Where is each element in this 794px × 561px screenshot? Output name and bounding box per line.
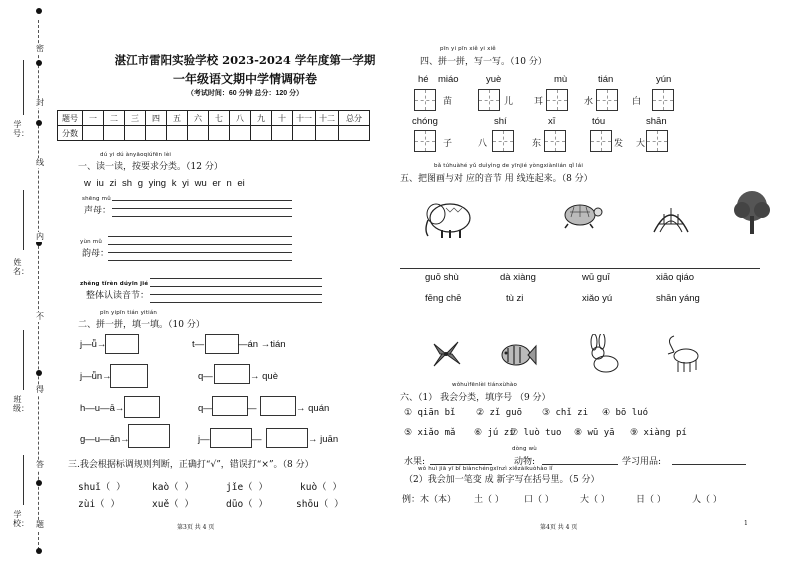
- grid-char: 苗: [443, 97, 453, 107]
- q2-row3-right: → quán: [296, 403, 330, 414]
- syllable-top[interactable]: xiāo qiáo: [656, 272, 695, 283]
- class-line[interactable]: [23, 330, 24, 390]
- seal-char: 封: [36, 98, 44, 107]
- score-cell[interactable]: [188, 126, 209, 141]
- pinyin-answer-box[interactable]: [260, 396, 296, 416]
- writing-grid[interactable]: [596, 89, 618, 111]
- zhengti-label: 整体认读音节：: [86, 291, 150, 301]
- q2-row3-left: h—u—ā→: [80, 403, 125, 414]
- windmill-icon: [426, 336, 466, 372]
- answer-line[interactable]: [112, 200, 292, 201]
- q5-title: 五、把图画与对 应的音节 用 线连起来。（8 分）: [400, 174, 593, 184]
- grid-char: 八: [478, 139, 488, 149]
- yunmu-pinyin: yùn mǔ: [80, 239, 103, 245]
- table-cell: 十: [272, 111, 293, 126]
- q2-row4-right: → juān: [308, 434, 339, 445]
- answer-line[interactable]: [150, 302, 322, 303]
- pinyin-answer-box[interactable]: [266, 428, 308, 448]
- q2-pinyin: pīn yipīn tián yitián: [100, 310, 158, 316]
- grid-char: 儿: [504, 97, 514, 107]
- writing-grid[interactable]: [492, 130, 514, 152]
- syllable-bottom[interactable]: fēng chē: [425, 293, 462, 304]
- score-cell[interactable]: [251, 126, 272, 141]
- hole-dot: [36, 480, 42, 486]
- hole-dot: [36, 60, 42, 66]
- answer-line[interactable]: [150, 278, 322, 279]
- add-stroke-item[interactable]: 日（ ）: [636, 495, 666, 505]
- score-cell[interactable]: [83, 126, 104, 141]
- char-pinyin: tián: [598, 74, 614, 85]
- fish-icon: [498, 340, 538, 370]
- add-stroke-item[interactable]: 土（ ）: [474, 495, 504, 505]
- table-cell: 六: [188, 111, 209, 126]
- class-label: 班级：: [13, 395, 29, 413]
- answer-line[interactable]: [150, 294, 322, 295]
- table-cell: 一: [83, 111, 104, 126]
- pinyin-answer-box[interactable]: [212, 396, 248, 416]
- name-line[interactable]: [23, 190, 24, 250]
- seal-char: 题: [36, 520, 44, 529]
- q4-pinyin: pīn yi pīn xiě yi xiě: [440, 46, 496, 52]
- grid-char: 水: [584, 97, 594, 107]
- score-cell[interactable]: [167, 126, 188, 141]
- yunmu-label: 韵母：: [82, 249, 110, 259]
- zhengti-pinyin: zhěng tǐrèn dúyīn jié: [80, 281, 149, 287]
- student-id-line[interactable]: [23, 60, 24, 115]
- tone-item[interactable]: kaò（ ）: [152, 482, 194, 493]
- hole-dot: [36, 120, 42, 126]
- add-stroke-item[interactable]: 人（ ）: [692, 495, 722, 505]
- writing-grid[interactable]: [414, 89, 436, 111]
- grid-char: 子: [443, 139, 453, 149]
- table-cell: 七: [209, 111, 230, 126]
- score-cell[interactable]: [316, 126, 339, 141]
- pinyin-answer-box[interactable]: [105, 334, 139, 354]
- answer-line[interactable]: [112, 216, 292, 217]
- char-pinyin: xī: [548, 116, 556, 127]
- char-pinyin: yún: [656, 74, 672, 85]
- score-table: [57, 110, 370, 141]
- char-pinyin: tóu: [592, 116, 606, 127]
- char-pinyin: mù: [554, 74, 568, 85]
- q4-title: 四、拼一拼，写一写。（10 分）: [420, 57, 547, 67]
- add-stroke-item[interactable]: 口（ ）: [524, 495, 554, 505]
- student-id-label: 学号：: [13, 120, 29, 138]
- option-item: ⑦ luò tuo: [510, 428, 562, 438]
- char-pinyin: miáo: [438, 74, 459, 85]
- score-table-score-row: [58, 126, 370, 141]
- q6-title: 六、（1） 我会分类，填序号 （9 分）: [400, 393, 551, 403]
- grid-char: 大: [636, 139, 646, 149]
- pinyin-answer-box[interactable]: [205, 334, 239, 354]
- score-cell[interactable]: [209, 126, 230, 141]
- seal-char: 内: [36, 232, 44, 241]
- answer-line[interactable]: [108, 236, 292, 237]
- section-divider: [400, 268, 760, 269]
- syllable-bottom[interactable]: xiǎo yú: [582, 293, 613, 304]
- turtle-icon: [558, 198, 604, 230]
- table-cell: 总分: [339, 111, 370, 126]
- tone-item[interactable]: xuě（ ）: [152, 499, 194, 510]
- add-stroke-item: 例：木（本）: [402, 495, 457, 505]
- stationery-answer-line[interactable]: [672, 464, 746, 465]
- page-number: 1: [744, 520, 748, 527]
- exam-info: （考试时间：60 分钟 总分：120 分）: [186, 90, 304, 97]
- option-item: ④ bō luó: [602, 408, 648, 418]
- seal-char: 不: [36, 312, 44, 321]
- elephant-icon: [418, 196, 476, 240]
- seal-char: 得: [36, 385, 44, 394]
- grid-char: 白: [632, 97, 642, 107]
- q2-row2-left: j—ǚn→: [80, 371, 112, 382]
- option-item: ⑤ xiǎo mǎ: [404, 428, 456, 438]
- char-pinyin: hé: [418, 74, 429, 85]
- score-cell[interactable]: [146, 126, 167, 141]
- pinyin-answer-box[interactable]: [124, 396, 160, 418]
- syllable-bottom[interactable]: tù zi: [506, 293, 524, 304]
- table-cell: 三: [125, 111, 146, 126]
- bridge-icon: [650, 194, 692, 236]
- school-line[interactable]: [23, 455, 24, 505]
- answer-line[interactable]: [112, 208, 292, 209]
- goat-icon: [664, 334, 704, 374]
- tone-item[interactable]: dūo（ ）: [226, 499, 268, 510]
- score-cell[interactable]: [104, 126, 125, 141]
- q2-row4-mid: j—: [198, 434, 210, 445]
- q6-pinyin: wǒhuìfēnlèi tiánxùhào: [452, 382, 518, 388]
- score-cell[interactable]: [230, 126, 251, 141]
- page-footer-left: 第3页 共 4 页: [177, 524, 215, 531]
- syllable-top[interactable]: dà xiàng: [500, 272, 536, 283]
- table-cell: 四: [146, 111, 167, 126]
- shengmu-pinyin: shēng mǔ: [82, 196, 111, 202]
- answer-line[interactable]: [150, 286, 322, 287]
- option-item: ③ chǐ zi: [542, 408, 588, 418]
- score-cell[interactable]: [293, 126, 316, 141]
- q2-row2-right: → què: [250, 371, 278, 382]
- score-table-header-row: [58, 111, 370, 126]
- name-label: 姓名：: [13, 258, 29, 276]
- grid-char: 东: [532, 139, 542, 149]
- q2-row1-right: —án →tián: [238, 339, 286, 350]
- score-cell[interactable]: [339, 126, 370, 141]
- syllable-top[interactable]: wū guī: [582, 272, 610, 283]
- option-item: ⑨ xiàng pí: [630, 428, 687, 438]
- answer-line[interactable]: [108, 252, 292, 253]
- writing-grid[interactable]: [414, 130, 436, 152]
- q1-pinyin: dú yi dú ànyāoqiúfēn lèi: [100, 152, 172, 158]
- writing-grid[interactable]: [652, 89, 674, 111]
- q3-title: 三.我会根据标调规则判断，正确打“√”，错误打“×”。（8 分）: [68, 460, 314, 470]
- q6-part2-pinyin: wǒ huì jiā yī bǐ biànchéngxīnzì xiězàikuòhào lǐ: [418, 466, 553, 472]
- char-pinyin: shān: [646, 116, 667, 127]
- table-cell: 分数: [58, 126, 83, 141]
- table-cell: 题号: [58, 111, 83, 126]
- option-item: ⑥ jú zi: [474, 428, 515, 438]
- option-item: ⑧ wū yā: [574, 428, 615, 438]
- page-footer-right: 第4页 共 4 页: [540, 524, 578, 531]
- table-cell: 九: [251, 111, 272, 126]
- syllable-bottom[interactable]: shān yáng: [656, 293, 700, 304]
- q2-row3-mid: q—: [198, 403, 213, 414]
- q2-row1-left: j—ǚ→: [80, 339, 107, 350]
- tone-item[interactable]: zùi（ ）: [78, 499, 120, 510]
- table-cell: 八: [230, 111, 251, 126]
- grid-char: 耳: [534, 97, 544, 107]
- option-item: ① qiān bǐ: [404, 408, 456, 418]
- char-pinyin: chóng: [412, 116, 438, 127]
- school-label: 学校：: [13, 510, 29, 528]
- score-cell[interactable]: [272, 126, 293, 141]
- writing-grid[interactable]: [544, 130, 566, 152]
- table-cell: 二: [104, 111, 125, 126]
- char-pinyin: yuè: [486, 74, 502, 85]
- table-cell: 五: [167, 111, 188, 126]
- table-cell: 十一: [293, 111, 316, 126]
- q2-title: 二、拼一拼，填一填。（10 分）: [78, 320, 205, 330]
- rabbit-icon: [582, 334, 622, 374]
- q1-title: 一、读一读，按要求分类。（12 分）: [78, 162, 223, 172]
- hole-dot: [36, 8, 42, 14]
- table-cell: 十二: [316, 111, 339, 126]
- category-stationery: 学习用品:: [622, 457, 662, 467]
- answer-line[interactable]: [108, 260, 292, 261]
- seal-char: 答: [36, 460, 44, 469]
- q1-syllables: w iu zi sh g ying k yi wu er n ei: [84, 178, 245, 189]
- tone-item[interactable]: shuǐ（ ）: [78, 482, 126, 493]
- char-pinyin: shí: [494, 116, 507, 127]
- writing-grid[interactable]: [546, 89, 568, 111]
- writing-grid[interactable]: [478, 89, 500, 111]
- fruit-answer-line[interactable]: [430, 464, 492, 465]
- shengmu-label: 声母：: [84, 206, 112, 216]
- tone-item[interactable]: shōu（ ）: [296, 499, 344, 510]
- tone-item[interactable]: jǐe（ ）: [226, 482, 268, 493]
- answer-line[interactable]: [108, 244, 292, 245]
- seal-char: 密: [36, 44, 44, 53]
- category-fruit: 水果:: [404, 457, 426, 467]
- animal-pinyin: dòng wù: [512, 446, 537, 452]
- hole-dot: [36, 548, 42, 554]
- option-item: ② zǐ guō: [476, 408, 522, 418]
- seal-char: 线: [36, 158, 44, 167]
- writing-grid[interactable]: [590, 130, 612, 152]
- score-cell[interactable]: [125, 126, 146, 141]
- pinyin-answer-box[interactable]: [210, 428, 252, 448]
- pinyin-answer-box[interactable]: [128, 424, 170, 448]
- q2-row4-left: g—u—ān→: [80, 434, 130, 445]
- animal-answer-line[interactable]: [542, 464, 618, 465]
- add-stroke-item[interactable]: 大（ ）: [580, 495, 610, 505]
- category-animal: 动物:: [514, 457, 536, 467]
- writing-grid[interactable]: [646, 130, 668, 152]
- syllable-top[interactable]: guō shù: [425, 272, 459, 283]
- q5-pinyin: bǎ túhuàhé yǔ duìyìng de yīnjié yòngxiànlián qǐ lái: [434, 163, 584, 169]
- grid-char: 发: [614, 139, 624, 149]
- tone-item[interactable]: kuò（ ）: [300, 482, 342, 493]
- q2-row2-mid: q—: [198, 371, 213, 382]
- tree-icon: [730, 188, 774, 236]
- exam-title: 湛江市雷阳实验学校 2023-2024 学年度第一学期: [114, 53, 376, 67]
- q2-row1-mid: t—: [192, 339, 205, 350]
- pinyin-answer-box[interactable]: [214, 364, 250, 384]
- pinyin-answer-box[interactable]: [110, 364, 148, 388]
- q6-part2-title: （2）我会加一笔变 成 新字写在括号里。（5 分）: [404, 475, 600, 485]
- hole-dot: [36, 370, 42, 376]
- exam-subtitle: 一年级语文期中学情调研卷: [172, 72, 317, 86]
